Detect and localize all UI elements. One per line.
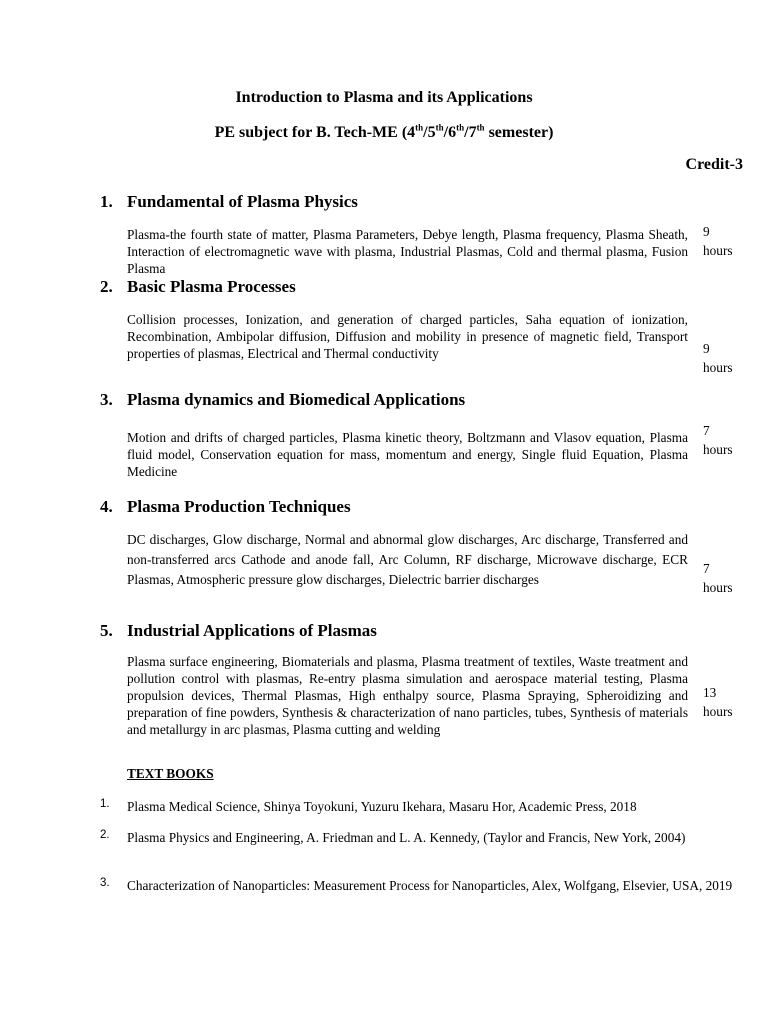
section-description: Collision processes, Ionization, and generation of charged particles, Saha equation of ionization, Recombination, Ambipolar diffusion, Diffusion and mobility in presence of magnetic field, Transport properties of plasmas, Electrical and Thermal conductivity	[127, 312, 688, 361]
section-hours	[703, 421, 753, 459]
section-number: 2.	[100, 277, 113, 296]
section-title: Fundamental of Plasma Physics	[127, 192, 358, 211]
section-description: Plasma-the fourth state of matter, Plasma Parameters, Debye length, Plasma frequency, Plasma Sheath, Interaction of electromagnetic wave with plasma, Industrial Plasmas, Cold and thermal plasma, Fusion Plasma	[127, 227, 688, 276]
superscript: th	[456, 122, 465, 133]
section-title: Basic Plasma Processes	[127, 277, 296, 296]
section-number: 4.	[100, 497, 113, 516]
textbook-entry: Plasma Physics and Engineering, A. Friedman and L. A. Kennedy, (Taylor and Francis, New York, 2004)	[127, 830, 686, 845]
textbook-entry: Characterization of Nanoparticles: Measurement Process for Nanoparticles, Alex, Wolfgang, Elsevier, USA, 2019	[127, 878, 733, 893]
section-title: Plasma dynamics and Biomedical Applications	[127, 390, 466, 409]
subtitle-prefix: PE subject for B. Tech-ME (4	[214, 124, 416, 141]
hours-label: hours	[703, 243, 733, 258]
section-title: Plasma Production Techniques	[127, 497, 351, 516]
hours-label: hours	[703, 360, 733, 375]
section-number: 3.	[100, 390, 113, 409]
section-hours	[703, 683, 753, 721]
subtitle-suffix: semester)	[484, 124, 554, 141]
superscript: th	[476, 122, 485, 133]
hours-number: 7	[703, 423, 710, 438]
document-subtitle	[0, 123, 768, 143]
textbook-number: 1.	[100, 798, 110, 810]
section-number: 1.	[100, 192, 113, 211]
slash: /	[423, 124, 428, 141]
textbook-number: 3.	[100, 877, 110, 889]
hours-number: 13	[703, 685, 717, 700]
hours-number: 9	[703, 224, 710, 239]
textbook-entry: Plasma Medical Science, Shinya Toyokuni, Yuzuru Ikehara, Masaru Hor, Academic Press, 2018	[127, 799, 637, 814]
superscript: th	[435, 122, 444, 133]
section-description: Plasma surface engineering, Biomaterials and plasma, Plasma treatment of textiles, Waste treatment and pollution control with plasmas, Re-entry plasma simulation and aerospace material testing, Plasma propulsion devices, Thermal Plasmas, High enthalpy source, Plasma Spraying, Spheroidizing and preparation of fine powders, Synthesis & characterization of nano particles, tubes, Synthesis of materials and metallurgy in arc plasmas, Plasma cutting and welding	[127, 654, 688, 737]
section-hours	[703, 222, 753, 260]
slash: /	[443, 124, 449, 141]
hours-number: 7	[703, 561, 710, 576]
hours-number: 9	[703, 341, 710, 356]
section-description: DC discharges, Glow discharge, Normal and abnormal glow discharges, Arc discharge, Transferred and non-transferred arcs Cathode and anode fall, Arc Column, RF discharge, Microwave discharge, ECR Plasmas, Atmospheric pressure glow discharges, Dielectric barrier discharges	[127, 532, 688, 587]
section-title: Industrial Applications of Plasmas	[127, 621, 377, 640]
section-hours	[703, 559, 753, 597]
credit-label: Credit-3	[685, 156, 743, 173]
superscript: th	[415, 122, 424, 133]
hours-label: hours	[703, 580, 733, 595]
textbooks-heading: TEXT BOOKS	[127, 766, 214, 781]
semester-number: 7	[468, 124, 477, 141]
textbook-number: 2.	[100, 829, 110, 841]
section-hours	[703, 339, 753, 377]
hours-label: hours	[703, 442, 733, 457]
semester-number: 5	[427, 124, 436, 141]
document-title: Introduction to Plasma and its Applications	[235, 89, 533, 106]
section-description: Motion and drifts of charged particles, Plasma kinetic theory, Boltzmann and Vlasov equation, Plasma fluid model, Conservation equation for mass, momentum and energy, Single fluid Equation, Plasma Medicine	[127, 430, 688, 479]
semester-number: 6	[448, 124, 457, 141]
hours-label: hours	[703, 704, 733, 719]
slash: /	[464, 124, 469, 141]
section-number: 5.	[100, 621, 113, 640]
